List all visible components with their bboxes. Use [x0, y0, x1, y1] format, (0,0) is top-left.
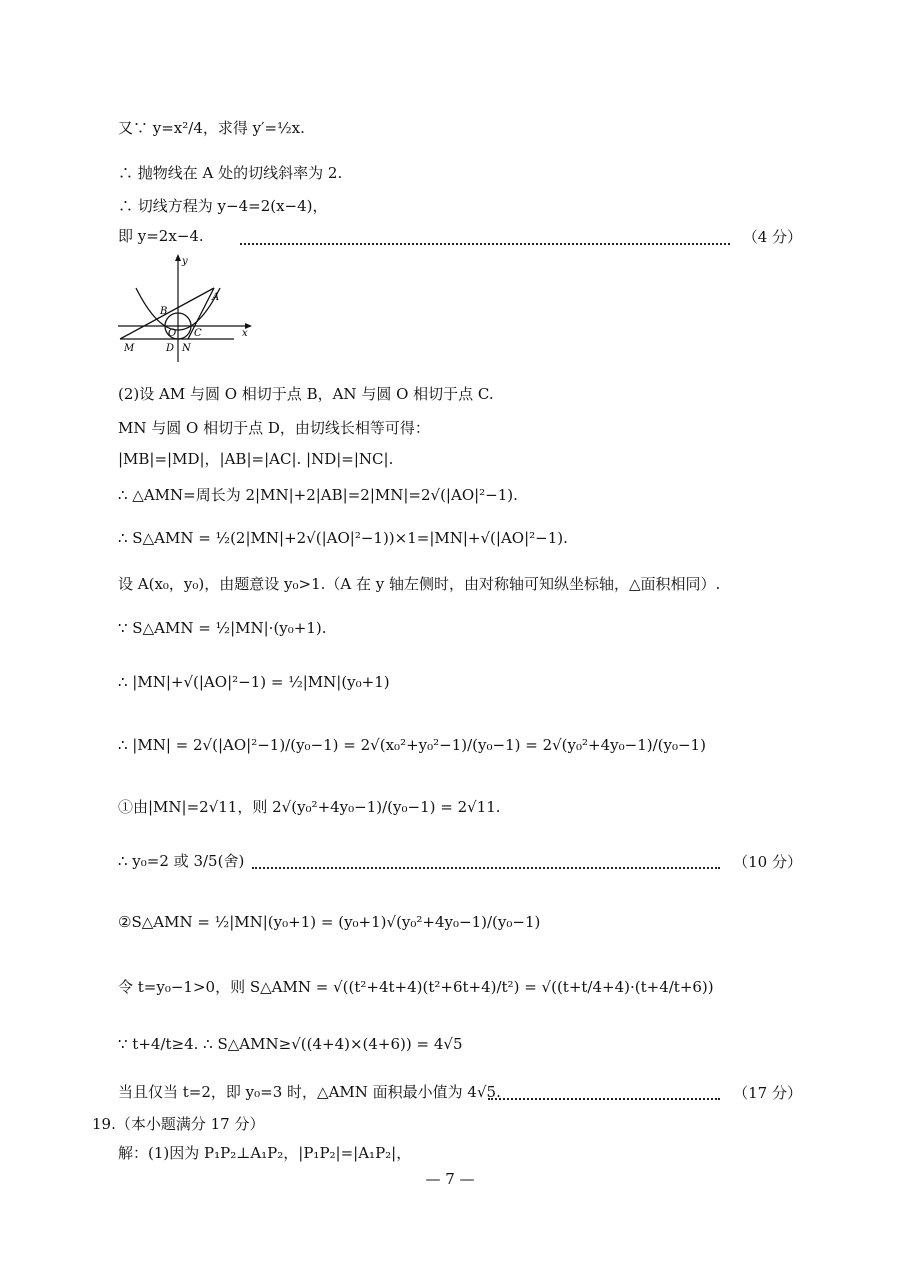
perimeter-line: ∴ △AMN=周长为 2|MN|+2|AB|=2|MN|=2√(|AO|²−1).: [118, 486, 518, 504]
tangent-result-line: 即 y=2x−4.: [118, 227, 204, 245]
part2-intro: (2)设 AM 与圆 O 相切于点 B，AN 与圆 O 相切于点 C.: [118, 385, 494, 403]
case1-line: ①由|MN|=2√11，则 2√(y₀²+4y₀−1)/(y₀−1) = 2√11.: [118, 798, 501, 816]
equation-line: ∴ |MN|+√(|AO|²−1) = ½|MN|(y₀+1): [118, 673, 390, 691]
part2-tangent-lengths: MN 与圆 O 相切于点 D，由切线长相等可得：: [118, 419, 430, 437]
assume-point-line: 设 A(x₀，y₀)，由题意设 y₀>1.（A 在 y 轴左侧时，由对称轴可知纵坐标轴，△面积相同）.: [118, 575, 721, 593]
inequality-line: ∵ t+4/t≥4. ∴ S△AMN≥√((4+4)×(4+6)) = 4√5: [118, 1035, 463, 1053]
score-17: （17 分）: [733, 1084, 802, 1102]
mn-expression-line: ∴ |MN| = 2√(|AO|²−1)/(y₀−1) = 2√(x₀²+y₀²−1)/(y₀−1) = 2√(y₀²+4y₀−1)/(y₀−1): [118, 736, 706, 754]
label-m: M: [124, 343, 135, 354]
score-leader: [488, 1098, 720, 1100]
label-d: D: [166, 343, 175, 354]
label-b: B: [160, 306, 168, 317]
substitution-line: 令 t=y₀−1>0，则 S△AMN = √((t²+4t+4)(t²+6t+4)/t²) = √((t+t/4+4)·(t+4/t+6)): [118, 978, 714, 996]
slope-line: ∴ 抛物线在 A 处的切线斜率为 2.: [118, 164, 343, 182]
equal-segments: |MB|=|MD|，|AB|=|AC|. |ND|=|NC|.: [118, 450, 394, 468]
question-19-solution: 解：(1)因为 P₁P₂⊥A₁P₂，|P₁P₂|=|A₁P₂|，: [118, 1144, 412, 1162]
page-number: — 7 —: [425, 1170, 475, 1188]
tangent-equation-line: ∴ 切线方程为 y−4=2(x−4)，: [118, 197, 328, 215]
derivative-line: 又∵ y=x²/4，求得 y′=½x.: [118, 119, 305, 137]
area-expression-line: ∴ S△AMN = ½(2|MN|+2√(|AO|²−1))×1=|MN|+√(|AO|²−1).: [118, 529, 568, 547]
parabola-figure: [116, 252, 256, 364]
area-formula-line: ∵ S△AMN = ½|MN|·(y₀+1).: [118, 619, 327, 637]
label-c: C: [194, 328, 202, 339]
minimum-line: 当且仅当 t=2，即 y₀=3 时，△AMN 面积最小值为 4√5.: [118, 1083, 501, 1101]
score-10: （10 分）: [733, 853, 802, 871]
score-leader: [252, 867, 720, 869]
label-x: x: [242, 328, 248, 339]
question-19-title: 19.（本小题满分 17 分）: [92, 1115, 265, 1133]
label-o: O: [168, 328, 177, 339]
case2-line: ②S△AMN = ½|MN|(y₀+1) = (y₀+1)√(y₀²+4y₀−1)/(y₀−1): [118, 913, 541, 931]
label-n: N: [182, 343, 191, 354]
y0-result-line: ∴ y₀=2 或 3/5(舍): [118, 852, 245, 870]
label-a: A: [212, 292, 220, 303]
label-y: y: [182, 256, 188, 267]
score-leader: [240, 243, 730, 245]
score-4: （4 分）: [742, 228, 802, 246]
